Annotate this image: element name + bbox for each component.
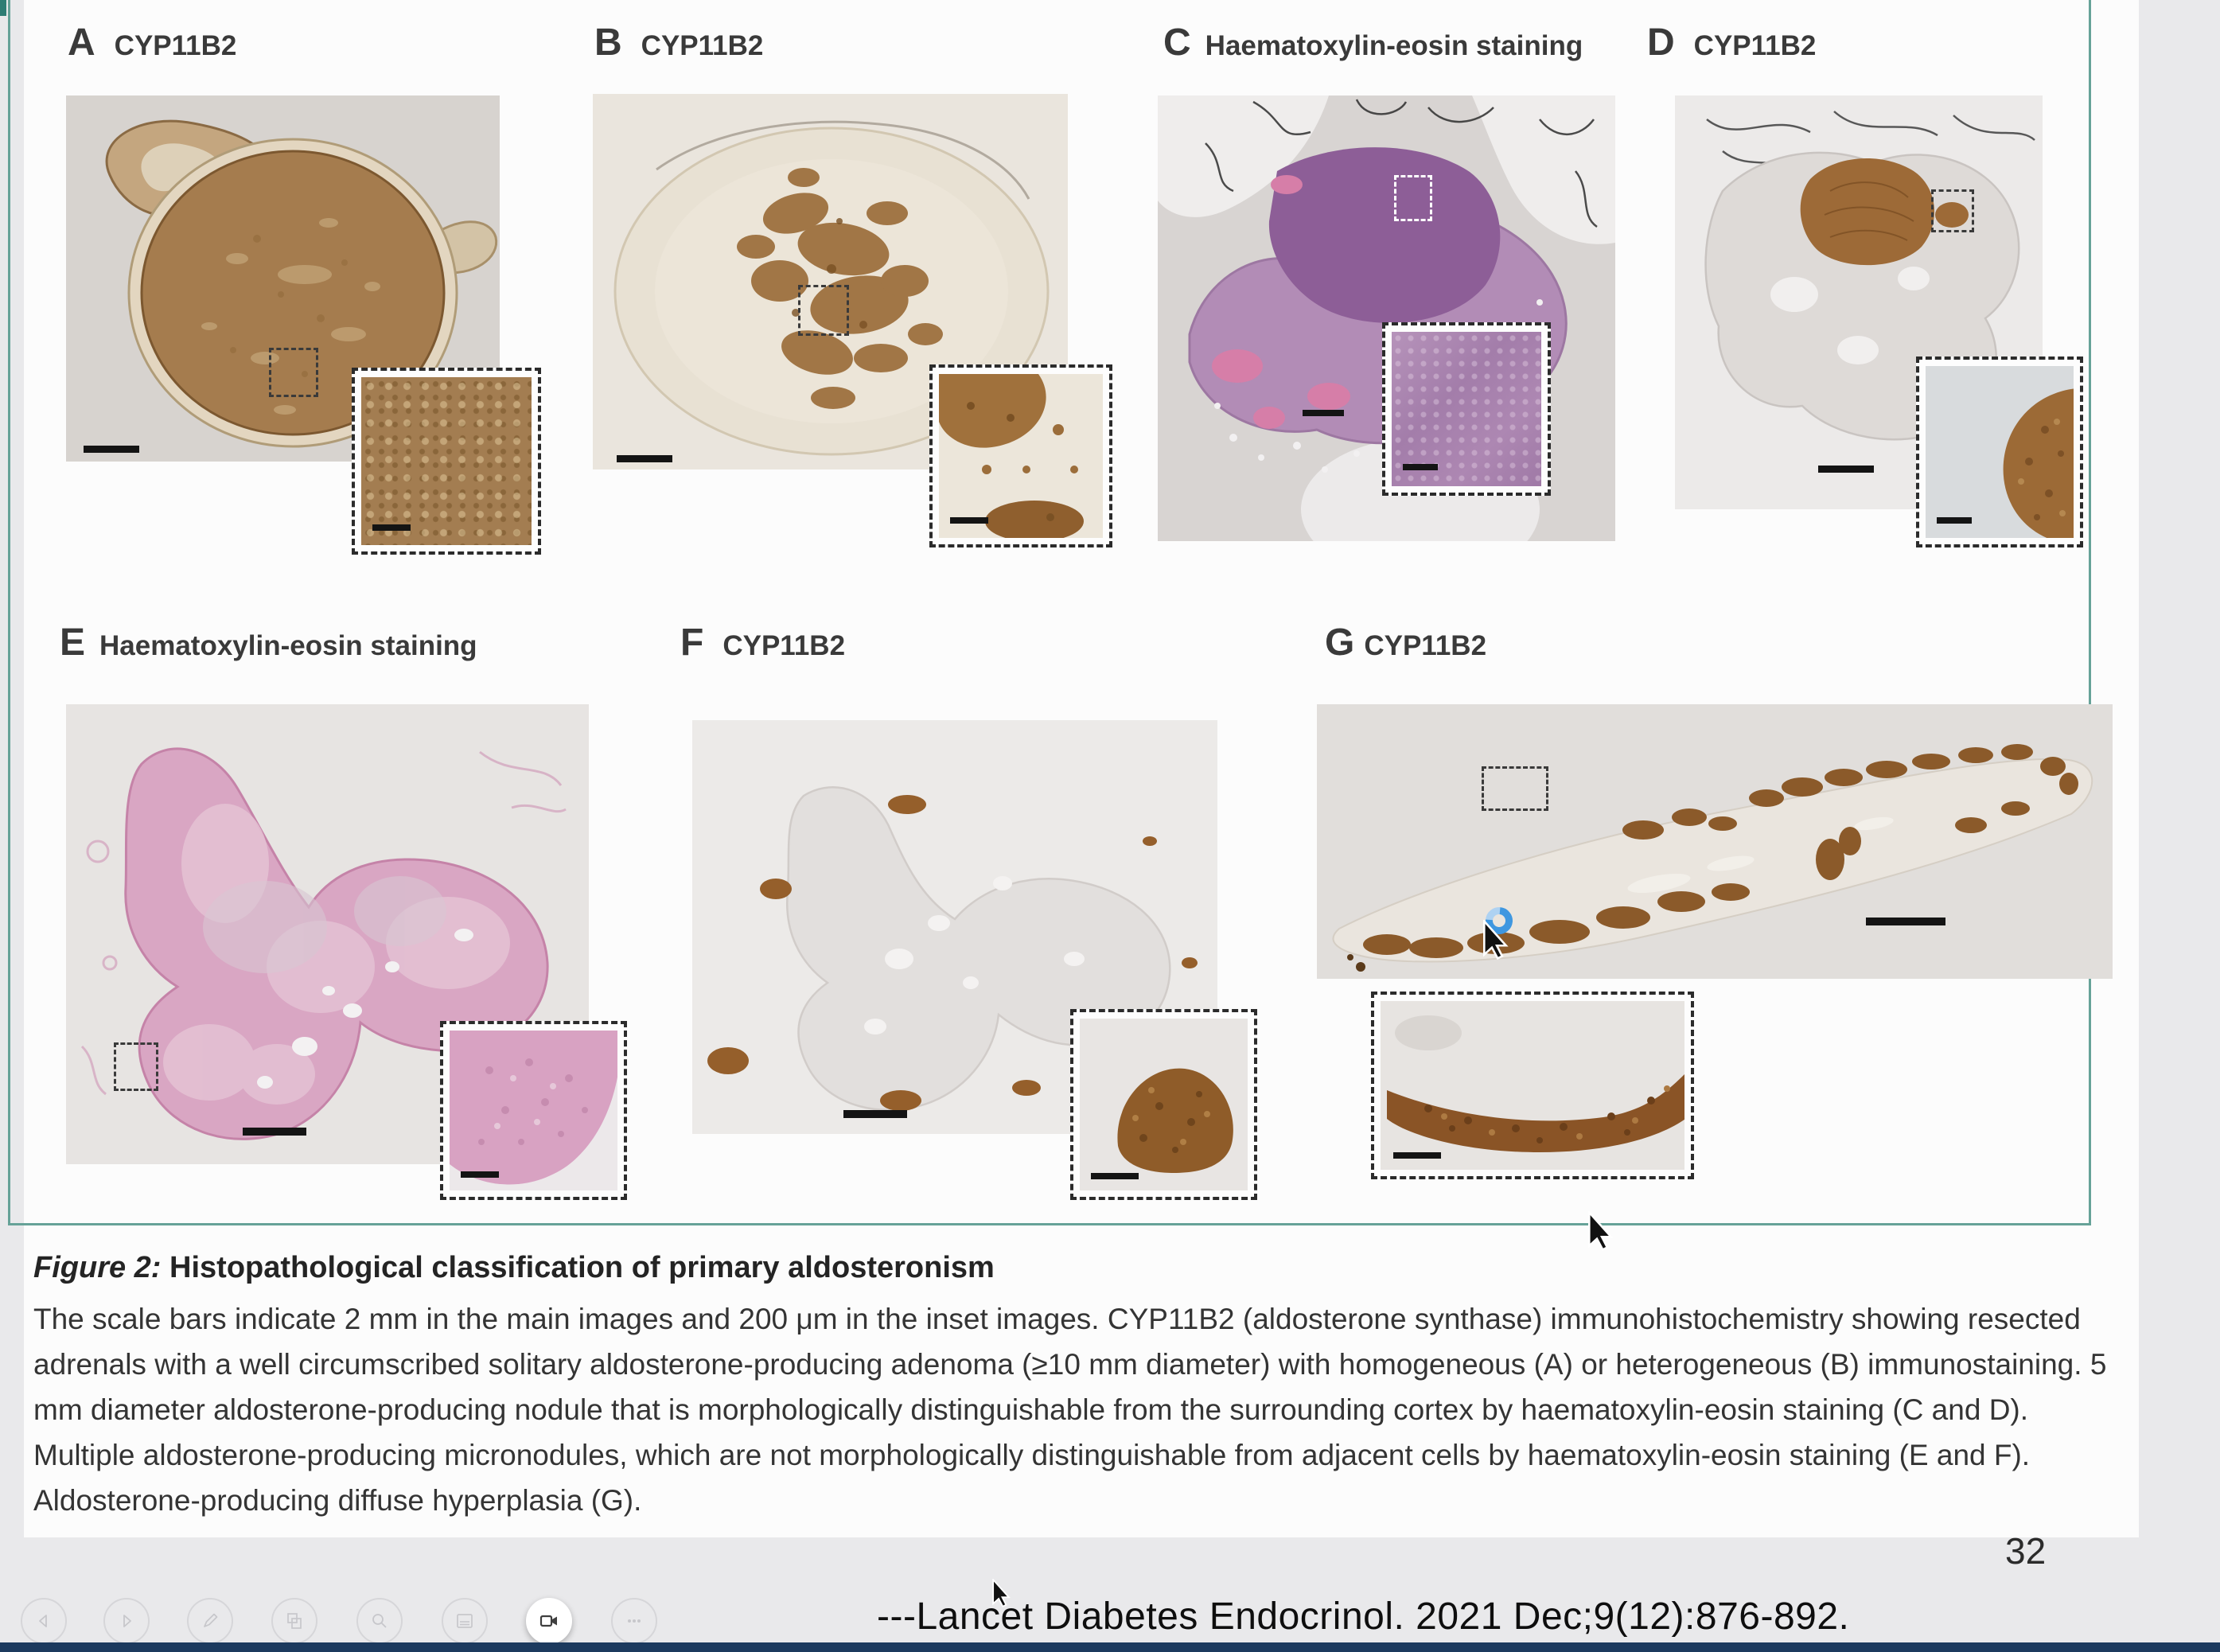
panel-letter: E [60,621,86,664]
panel-stain: CYP11B2 [1693,30,1817,61]
panel-f-scale-bar [843,1110,907,1118]
slide-sorter-button[interactable] [271,1598,317,1644]
chevron-left-icon [33,1611,54,1631]
panel-g-image [1317,704,2113,979]
panel-c-scale-bar [1303,410,1344,416]
citation-text: ---Lancet Diabetes Endocrinol. 2021 Dec;9(12):876-892. [877,1596,1850,1638]
mouse-cursor-2 [1587,1211,1614,1251]
panel-c-label [1163,21,1583,64]
corner-artifact [0,0,6,16]
panel-e-roi-box [114,1042,158,1091]
panel-b-scale-bar [617,455,672,462]
panel-g-label [1325,621,1486,664]
panel-letter: A [68,21,95,64]
panel-a-scale-bar [84,446,139,453]
panel-g-inset [1371,992,1694,1179]
panel-b-inset-scale-bar [950,517,988,524]
panel-stain: CYP11B2 [114,30,237,61]
panel-letter: G [1325,621,1355,664]
pen-icon [200,1611,220,1631]
panel-c-inset-scale-bar [1403,464,1438,470]
panel-e-inset [440,1021,627,1200]
panel-f-inset-scale-bar [1091,1173,1139,1179]
panel-letter: B [594,21,622,64]
panel-b-inset-tissue [939,374,1103,538]
search-button[interactable] [356,1598,403,1644]
panel-a-inset-scale-bar [372,524,411,531]
slides-overview-icon [284,1611,305,1631]
panel-b-inset [929,364,1112,547]
panel-b-label [594,21,763,64]
mouse-cursor [1482,920,1509,960]
panel-d-scale-bar [1818,466,1874,473]
panel-e-scale-bar [243,1128,306,1136]
panel-d-inset-tissue [1926,366,2074,538]
figure-caption-rest: Histopathological classification of primary aldosteronism [161,1251,995,1284]
panel-stain: CYP11B2 [722,630,846,661]
more-options-button[interactable] [611,1598,657,1644]
bottom-accent-bar [0,1642,2220,1652]
panel-c-roi-box [1394,175,1432,221]
panel-stain: Haematoxylin-eosin staining [1205,30,1583,61]
panel-d-inset-scale-bar [1937,517,1972,524]
page-number: 32 [2005,1530,2047,1572]
panel-e-label [60,621,477,664]
panel-c-inset [1382,322,1551,496]
more-options-icon [624,1611,645,1631]
camera-button[interactable] [526,1598,572,1644]
panel-stain: CYP11B2 [641,30,764,61]
panel-g-tissue [1317,704,2113,979]
panel-letter: F [680,621,704,664]
panel-stain: Haematoxylin-eosin staining [99,630,477,661]
notes-button[interactable] [442,1598,488,1644]
figure-caption-body: The scale bars indicate 2 mm in the main images and 200 μm in the inset images. CYP11B2 (aldosterone synthase) immunohistochemistry showing resected adrenals with a well circumscribed solitary aldosterone-producing adenoma (≥10 mm diameter) with homogeneous (A) or heterogeneous (B) immunostaining. 5 mm diameter aldosterone-producing nodule that is morphologically distinguishable from the surrounding cortex by haematoxylin-eosin staining (C and D). Multiple aldosterone-producing micronodules, which are not morphologically distinguishable from adjacent cells by haematoxylin-eosin staining (E and F). Aldosterone-producing diffuse hyperplasia (G). [33,1303,2107,1517]
panel-f-label [680,621,845,664]
figure-caption-title [33,1251,2117,1285]
panel-g-scale-bar [1866,918,1945,925]
panel-c-inset-tissue [1392,332,1541,486]
panel-a-inset [352,368,541,555]
panel-stain: CYP11B2 [1364,630,1487,661]
pen-tool-button[interactable] [187,1598,233,1644]
panel-letter: D [1647,21,1675,64]
panel-d-inset [1916,357,2083,547]
panel-a-inset-tissue [361,377,532,545]
panel-g-inset-scale-bar [1393,1152,1441,1159]
panel-a-label [68,21,236,64]
panel-g-inset-tissue [1381,1001,1684,1170]
next-slide-button[interactable] [103,1598,150,1644]
panel-d-roi-box [1931,189,1974,232]
panel-c-inset-texture [1392,332,1541,486]
panel-e-inset-scale-bar [461,1171,499,1178]
panel-a-roi-box [269,348,318,397]
search-icon [369,1611,390,1631]
video-camera-icon [538,1610,560,1632]
figure-caption-prefix: Figure 2: [33,1251,162,1284]
notes-icon [454,1611,475,1631]
panel-f-inset-tissue [1080,1019,1248,1190]
panel-letter: C [1163,21,1191,64]
previous-slide-button[interactable] [21,1598,67,1644]
panel-g-roi-box [1482,766,1548,811]
panel-b-roi-box [798,285,849,336]
panel-d-label [1647,21,1816,64]
panel-e-inset-tissue [450,1031,617,1190]
figure-caption [33,1251,2117,1523]
chevron-right-icon [116,1611,137,1631]
panel-f-inset [1070,1009,1257,1200]
